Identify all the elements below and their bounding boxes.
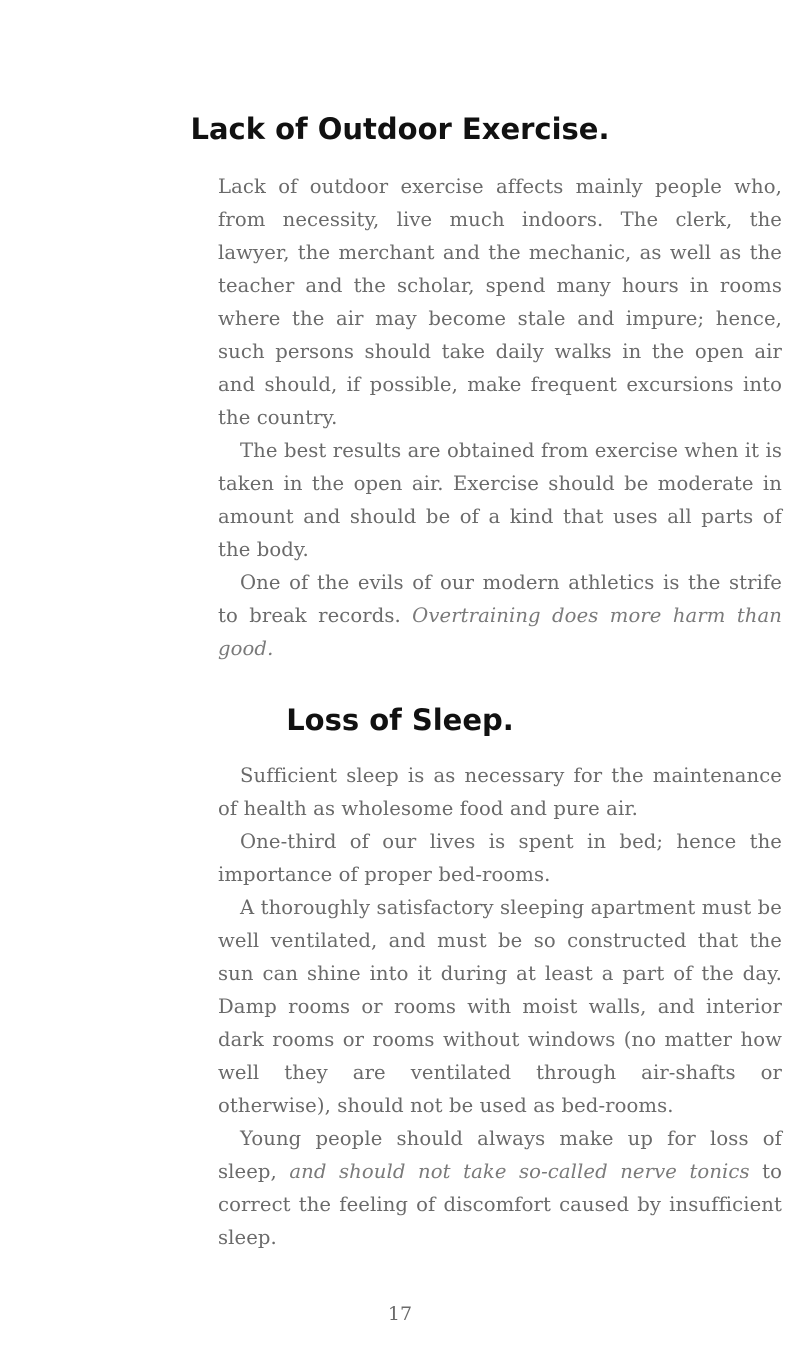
italic-emphasis: Overtraining does more harm than good. — [218, 604, 783, 660]
section-heading-outdoor-exercise: Lack of Outdoor Exercise. — [190, 112, 610, 146]
page-number: 17 — [387, 1303, 413, 1325]
paragraph-text: One of the evils of our modern athletics is the strife to break records. — [218, 571, 782, 627]
paragraph: One-third of our lives is spent in bed; hence the importance of proper bed-rooms. — [218, 830, 782, 886]
paragraph — [218, 1122, 782, 1254]
section-heading-loss-of-sleep: Loss of Sleep. — [286, 703, 514, 737]
section-body-outdoor-exercise — [218, 170, 782, 665]
italic-emphasis: and should not take so-called nerve tonics — [289, 1160, 750, 1183]
paragraph: A thoroughly satisfactory sleeping apartment must be well ventilated, and must be so constructed that the sun can shine into it during at least a part of the day. Damp rooms or rooms with moist walls, and interior dark rooms or rooms without windows (no matter how well they are ventilated through air-shafts or otherwise), should not be used as bed-rooms. — [218, 896, 782, 1117]
paragraph-text: to correct the feeling of discomfort caused by insufficient sleep. — [218, 1160, 783, 1249]
paragraph-text: Young people should always make up for loss of sleep, — [218, 1127, 782, 1183]
paragraph: Sufficient sleep is as necessary for the maintenance of health as wholesome food and pure air. — [218, 764, 782, 820]
paragraph: Lack of outdoor exercise affects mainly people who, from necessity, live much indoors. The clerk, the lawyer, the merchant and the mechanic, as well as the teacher and the scholar, spend many hours in rooms where the air may become stale and impure; hence, such persons should take daily walks in the open air and should, if possible, make frequent excursions into the country. — [218, 175, 782, 429]
paragraph: The best results are obtained from exercise when it is taken in the open air. Exercise should be moderate in amount and should be of a kind that uses all parts of the body. — [218, 439, 782, 561]
paragraph — [218, 566, 782, 665]
section-body-loss-of-sleep — [218, 759, 782, 1254]
